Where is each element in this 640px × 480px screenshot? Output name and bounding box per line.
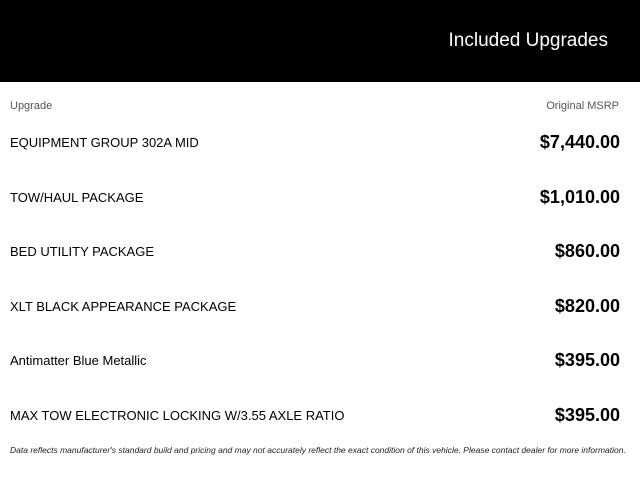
upgrade-row <box>10 279 620 334</box>
upgrade-name: XLT BLACK APPEARANCE PACKAGE <box>10 298 237 314</box>
upgrade-name: EQUIPMENT GROUP 302A MID <box>10 135 199 150</box>
header-bar <box>0 0 640 82</box>
upgrade-row <box>10 115 620 170</box>
upgrade-row <box>10 224 620 279</box>
upgrade-row <box>10 388 620 443</box>
disclaimer-text: Data reflects manufacturer's standard build and pricing and may not accurately reflect the exact condition of this vehicle. Please contact dealer for more information. <box>10 445 626 455</box>
upgrade-name: BED UTILITY PACKAGE <box>10 244 155 259</box>
upgrade-name: Antimatter Blue Metallic <box>10 353 147 368</box>
upgrade-price: $1,010.00 <box>539 186 620 207</box>
upgrade-name: MAX TOW ELECTRONIC LOCKING W/3.55 AXLE RATIO <box>10 407 345 423</box>
column-header-msrp: Original MSRP <box>546 100 619 112</box>
upgrade-row <box>10 170 620 225</box>
upgrade-row <box>10 333 620 388</box>
upgrade-price: $860.00 <box>554 241 620 261</box>
upgrades-list <box>10 115 620 442</box>
page-title: Included Upgrades <box>448 30 608 51</box>
upgrade-price: $820.00 <box>554 295 620 316</box>
upgrade-price: $7,440.00 <box>539 132 620 152</box>
column-header-upgrade: Upgrade <box>10 100 53 112</box>
upgrade-price: $395.00 <box>554 350 620 370</box>
upgrade-price: $395.00 <box>554 404 620 425</box>
column-headers <box>10 99 620 113</box>
upgrade-name: TOW/HAUL PACKAGE <box>10 189 144 205</box>
